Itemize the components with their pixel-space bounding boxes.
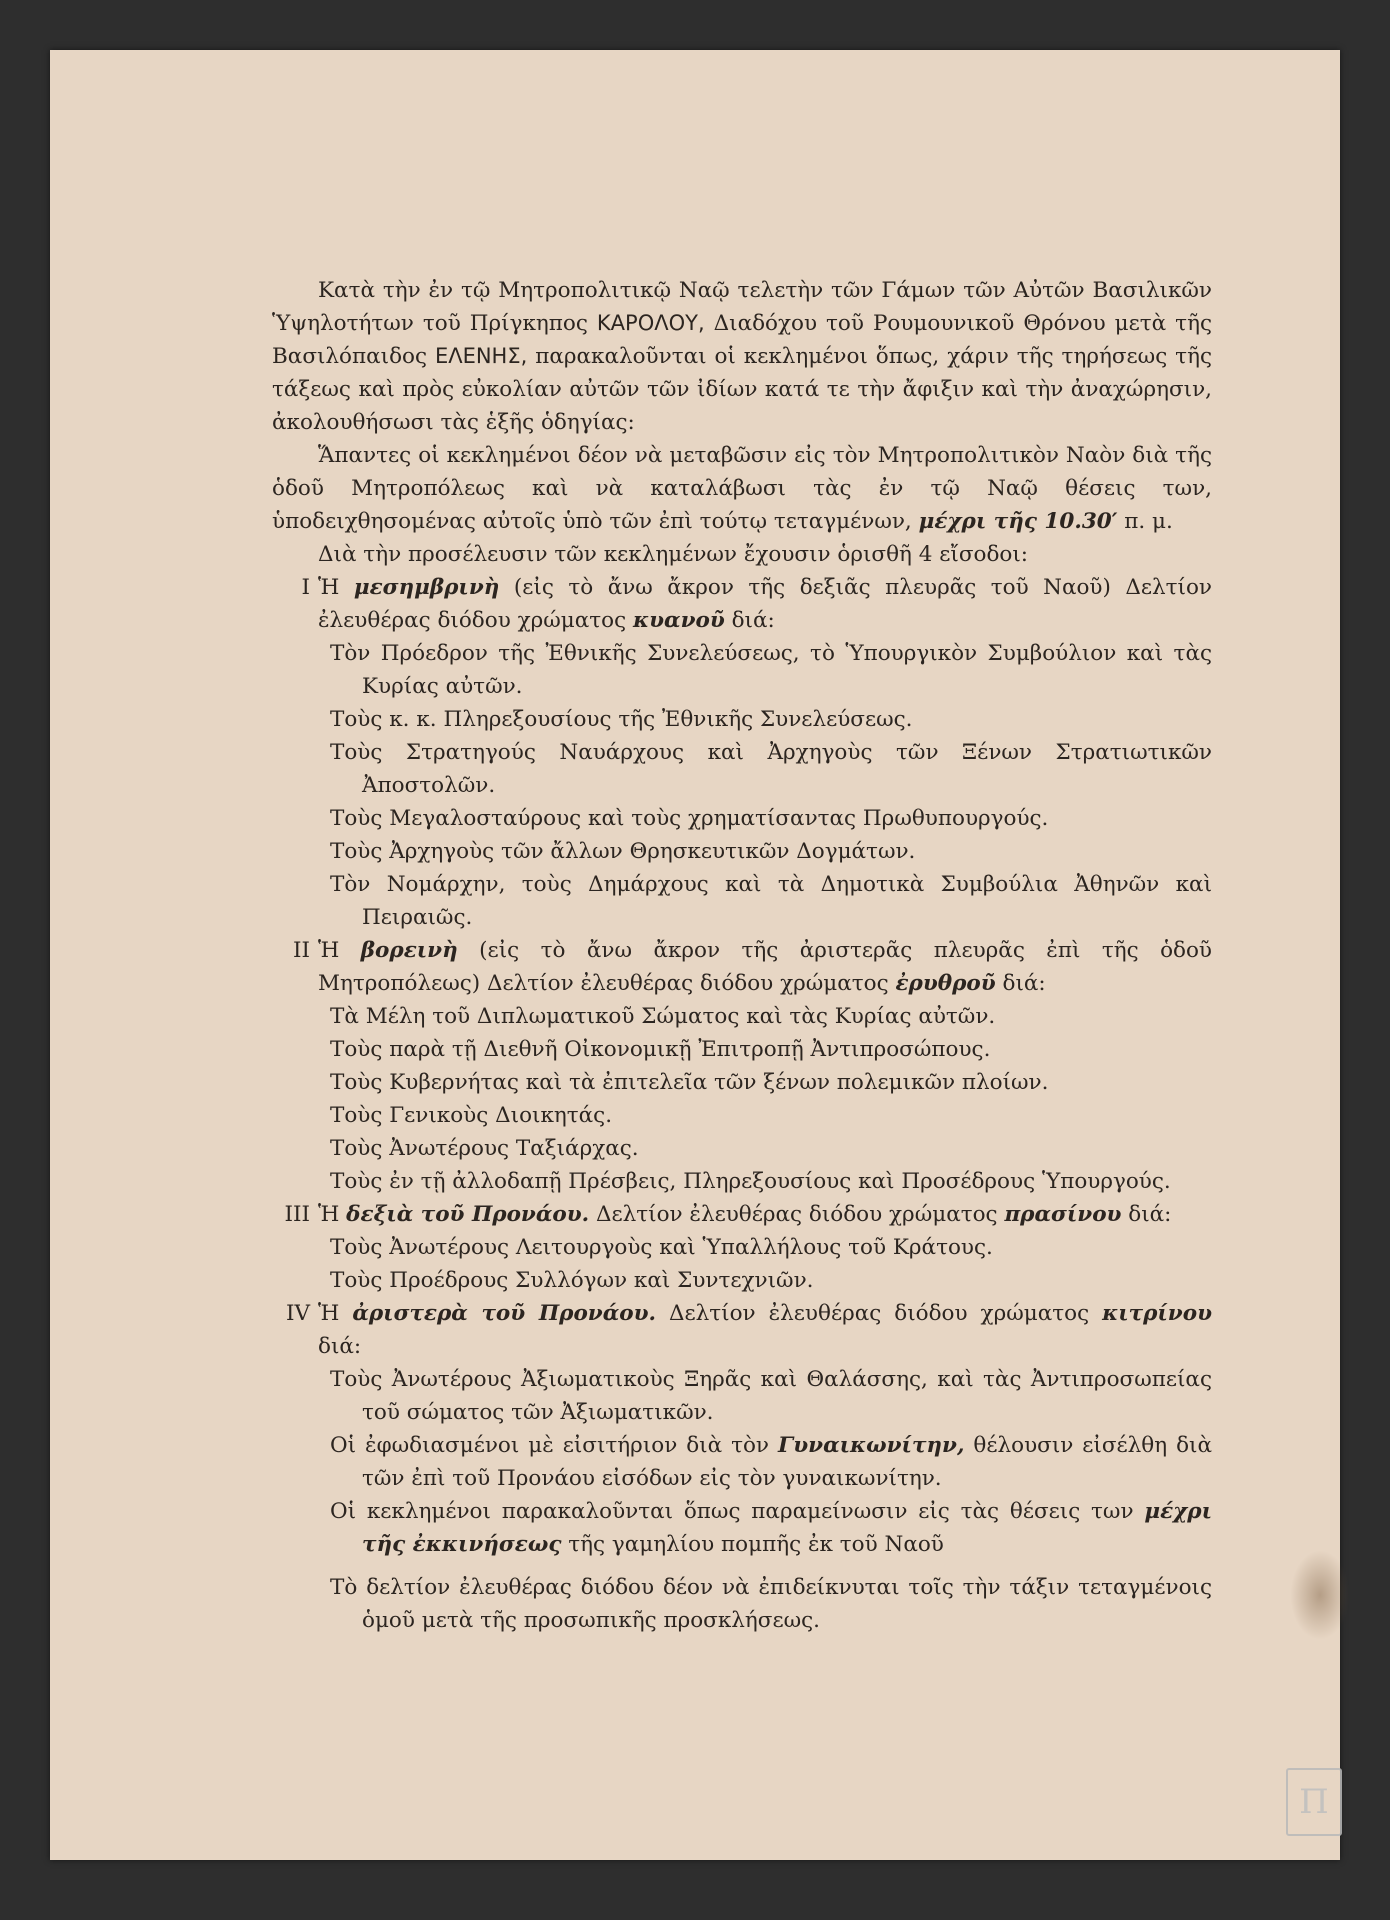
list-item: Τὰ Μέλη τοῦ Διπλωματικοῦ Σώματος καὶ τὰς Κυρίας αὐτῶν.: [330, 1004, 996, 1029]
closing-note-ticket: Τὸ δελτίον ἐλευθέρας διόδου δέον νὰ ἐπιδείκνυται τοῖς τὴν τάξιν τεταγμένοις ὁμοῦ μετὰ τῆς προσωπικῆς προσκλήσεως.: [330, 1575, 1212, 1633]
section-entrance-1: [272, 571, 1212, 934]
list-item: Τοὺς Κυβερνήτας καὶ τὰ ἐπιτελεῖα τῶν ξένων πολεμικῶν πλοίων.: [330, 1070, 1049, 1095]
document-body: [272, 274, 1212, 1637]
heading-text: διά:: [318, 1334, 362, 1359]
closing-note-womens-gallery: [330, 1429, 1212, 1495]
section-heading: [318, 1198, 1212, 1231]
heading-text: Ἡ: [318, 1202, 347, 1227]
until-departure: μέχρι τῆς ἐκκινήσεως: [362, 1499, 1212, 1557]
heading-text: (εἰς τὸ ἄνω ἄκρον τῆς ἀριστερᾶς πλευρᾶς ἐπὶ τῆς ὁδοῦ Μητροπόλεως) Δελτίον ἐλευθέρας διόδου χρώματος: [318, 938, 1212, 996]
section-heading: [318, 934, 1212, 1000]
section-entrance-4: [272, 1297, 1212, 1637]
intro-text: Διαδόχου τοῦ Ρουμουνικοῦ Θρόνου μετὰ τῆς Βασιλόπαιδος: [272, 311, 1212, 369]
list-item: Τοὺς Προέδρους Συλλόγων καὶ Συντεχνιῶν.: [330, 1268, 814, 1293]
list-item: Τὸν Πρόεδρον τῆς Ἐθνικῆς Συνελεύσεως, τὸ Ὑπουργικὸν Συμβούλιον καὶ τὰς Κυρίας αὐτῶν.: [330, 641, 1212, 699]
womens-gallery: Γυναικωνίτην,: [777, 1433, 965, 1458]
intro-text: παρακαλοῦνται οἱ κεκλημένοι ὅπως, χάριν τῆς τηρήσεως τῆς τάξεως καὶ πρὸς εὐκολίαν αὐτῶν τῶν ἰδίων κατά τε τὴν ἄφιξιν καὶ τὴν ἀναχώρησιν, ἀκολουθήσωσι τὰς ἑξῆς ὁδηγίας:: [272, 344, 1212, 435]
princess-name: ΕΛΕΝΗΣ,: [434, 344, 528, 368]
heading-text: Ἡ: [318, 1301, 353, 1326]
heading-text: Ἡ: [318, 938, 361, 963]
section-heading: [318, 571, 1212, 637]
list-item: Τοὺς Ἀνωτέρους Ταξιάρχας.: [330, 1136, 639, 1161]
intro-text: π. μ.: [1117, 509, 1173, 534]
closing-note-remain-seated: [330, 1495, 1212, 1561]
heading-text: Δελτίον ἐλευθέρας διόδου χρώματος: [656, 1301, 1103, 1326]
stamp-glyph: Π: [1299, 1782, 1329, 1822]
intro-text: Ἅπαντες οἱ κεκλημένοι δέον νὰ μεταβῶσιν εἰς τὸν Μητροπολιτικὸν Ναὸν διὰ τῆς ὁδοῦ Μητροπόλεως καὶ νὰ καταλάβωσι τὰς ἐν τῷ Ναῷ θέσεις των, ὑποδειχθησομένας αὐτοῖς ὑπὸ τῶν ἐπὶ τούτῳ τεταγμένων,: [272, 443, 1212, 534]
entrance-name: ἀριστερὰ τοῦ Προνάου.: [352, 1301, 656, 1326]
intro-paragraph-1: [272, 274, 1212, 439]
list-item: Τοὺς Μεγαλοσταύρους καὶ τοὺς χρηματίσαντας Πρωθυπουργούς.: [330, 806, 1049, 831]
section-numeral: III: [284, 1202, 310, 1227]
note-text: Οἱ κεκλημένοι παρακαλοῦνται ὅπως παραμείνωσιν εἰς τὰς θέσεις των: [330, 1499, 1145, 1524]
prince-name: ΚΑΡΟΛΟΥ,: [596, 311, 705, 335]
ticket-color: πρασίνου: [1004, 1202, 1122, 1227]
section-entrance-3: [272, 1198, 1212, 1297]
note-text: Οἱ ἐφωδιασμένοι μὲ εἰσιτήριον διὰ τὸν: [330, 1433, 778, 1458]
list-item: Τοὺς Ἀνωτέρους Λειτουργοὺς καὶ Ὑπαλλήλους τοῦ Κράτους.: [330, 1235, 993, 1260]
section-entrance-2: [272, 934, 1212, 1198]
section-heading: [318, 1297, 1212, 1363]
list-item: Τοὺς κ. κ. Πληρεξουσίους τῆς Ἐθνικῆς Συνελεύσεως.: [330, 707, 913, 732]
heading-text: Ἡ: [318, 575, 354, 600]
list-item: Τοὺς Ἀνωτέρους Ἀξιωματικοὺς Ξηρᾶς καὶ Θαλάσσης, καὶ τὰς Ἀντιπροσωπείας τοῦ σώματος τῶν Ἀξιωματικῶν.: [330, 1367, 1212, 1425]
section-numeral: I: [301, 575, 310, 600]
list-item: Τοὺς παρὰ τῇ Διεθνῆ Οἰκονομικῇ Ἐπιτροπῇ Ἀντιπροσώπους.: [330, 1037, 991, 1062]
entrances-intro: Διὰ τὴν προσέλευσιν τῶν κεκλημένων ἔχουσιν ὁρισθῆ 4 εἴσοδοι:: [318, 542, 1029, 567]
list-item: Τοὺς Ἀρχηγοὺς τῶν ἄλλων Θρησκευτικῶν Δογμάτων.: [330, 839, 916, 864]
entrance-name: βορεινὴ: [360, 938, 458, 963]
document-page: [50, 50, 1340, 1860]
ticket-color: κιτρίνου: [1102, 1301, 1212, 1326]
note-text: θέλουσιν εἰσέλθη διὰ τῶν ἐπὶ τοῦ Προνάου εἰσόδων εἰς τὸν γυναικωνίτην.: [362, 1433, 1212, 1491]
paper-stain: [1290, 1550, 1350, 1640]
section-numeral: II: [293, 938, 310, 963]
heading-text: διά:: [1121, 1202, 1172, 1227]
note-text: τῆς γαμηλίου πομπῆς ἐκ τοῦ Ναοῦ: [561, 1532, 944, 1557]
entrance-name: μεσημβρινὴ: [353, 575, 500, 600]
heading-text: (εἰς τὸ ἄνω ἄκρον τῆς δεξιᾶς πλευρᾶς τοῦ Ναοῦ) Δελτίον ἐλευθέρας διόδου χρώματος: [318, 575, 1213, 633]
list-item: Τοὺς Στρατηγούς Ναυάρχους καὶ Ἀρχηγοὺς τῶν Ξένων Στρατιωτικῶν Ἀποστολῶν.: [330, 740, 1212, 798]
list-item: Τοὺς Γενικοὺς Διοικητάς.: [330, 1103, 613, 1128]
heading-text: διά:: [995, 971, 1046, 996]
deadline-time: μέχρι τῆς 10.30′: [918, 509, 1118, 534]
entrance-name: δεξιὰ τοῦ Προνάου.: [346, 1202, 590, 1227]
ticket-color: ἐρυθροῦ: [895, 971, 996, 996]
heading-text: Δελτίον ἐλευθέρας διόδου χρώματος: [589, 1202, 1005, 1227]
intro-paragraph-2: [272, 439, 1212, 538]
archive-stamp-icon: [1286, 1768, 1342, 1836]
section-numeral: IV: [285, 1301, 310, 1326]
intro-text: Κατὰ τὴν ἐν τῷ Μητροπολιτικῷ Ναῷ τελετὴν τῶν Γάμων τῶν Αὐτῶν Βασιλικῶν Ὑψηλοτήτων τοῦ Πρίγκηπος: [272, 278, 1212, 336]
heading-text: διά:: [724, 608, 775, 633]
list-item: Τοὺς ἐν τῇ ἀλλοδαπῇ Πρέσβεις, Πληρεξουσίους καὶ Προσέδρους Ὑπουργούς.: [330, 1169, 1171, 1194]
list-item: Τὸν Νομάρχην, τοὺς Δημάρχους καὶ τὰ Δημοτικὰ Συμβούλια Ἀθηνῶν καὶ Πειραιῶς.: [330, 872, 1212, 930]
ticket-color: κυανοῦ: [633, 608, 725, 633]
